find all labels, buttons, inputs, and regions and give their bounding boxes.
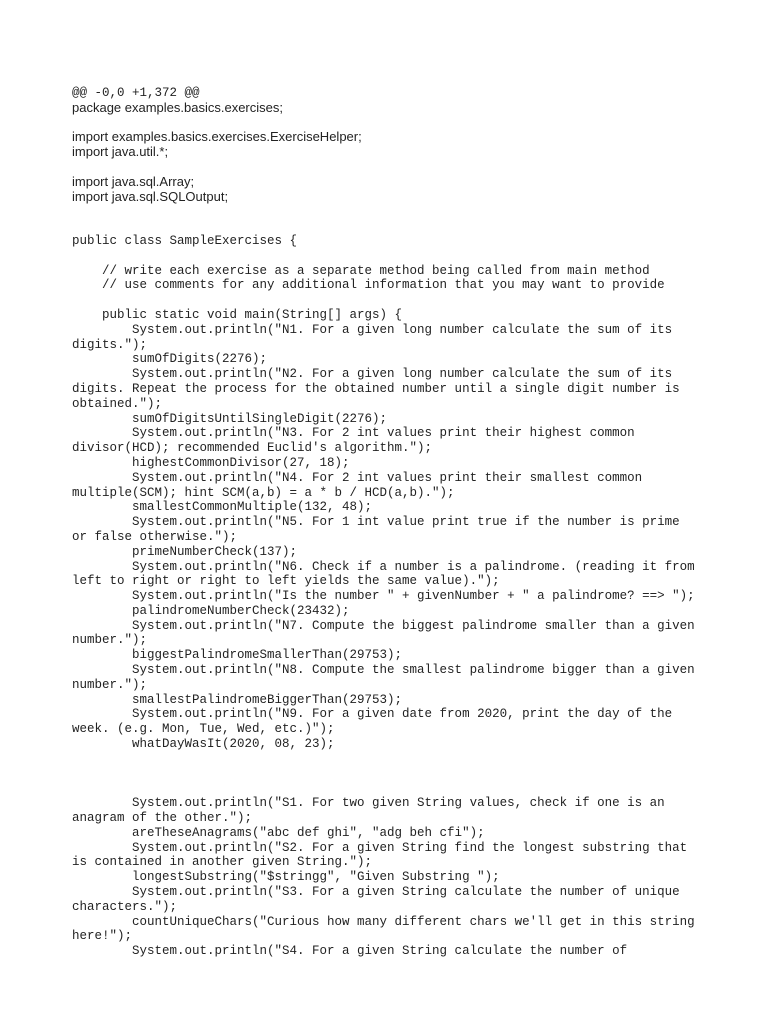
blank-line	[72, 752, 702, 767]
blank-line	[72, 204, 702, 219]
code-line: System.out.println("N1. For a given long number calculate the sum of its	[72, 322, 673, 337]
code-line: sumOfDigits(2276);	[72, 352, 268, 367]
code-line: multiple(SCM); hint SCM(a,b) = a * b / HCD(a,b).");	[72, 485, 455, 500]
code-line: anagram of the other.");	[72, 811, 253, 826]
code-line: obtained.");	[72, 396, 163, 411]
code-line: System.out.println("Is the number " + givenNumber + " a palindrome? ==> ");	[72, 589, 695, 604]
code-line: System.out.println("S1. For two given String values, check if one is an	[72, 796, 665, 811]
code-line: areTheseAnagrams("abc def ghi", "adg beh cfi");	[72, 825, 485, 840]
code-line: left to right or right to left yields the same value).");	[72, 574, 500, 589]
code-line: System.out.println("N2. For a given long number calculate the sum of its	[72, 367, 673, 382]
code-line: System.out.println("S3. For a given String calculate the number of unique	[72, 885, 680, 900]
code-line: number.");	[72, 677, 148, 692]
blank-line	[72, 160, 702, 175]
blank-line	[72, 116, 702, 131]
code-line: characters.");	[72, 899, 178, 914]
code-line: // write each exercise as a separate method being called from main method	[72, 263, 650, 278]
blank-line	[72, 293, 702, 308]
blank-line	[72, 781, 702, 796]
code-line: smallestPalindromeBiggerThan(29753);	[72, 692, 403, 707]
code-line: smallestCommonMultiple(132, 48);	[72, 500, 373, 515]
code-line: here!");	[72, 929, 133, 944]
code-line: longestSubstring("$stringg", "Given Substring ");	[72, 870, 500, 885]
code-line: sumOfDigitsUntilSingleDigit(2276);	[72, 411, 388, 426]
code-line: countUniqueChars("Curious how many different chars we'll get in this string	[72, 914, 695, 929]
code-line: import java.util.*;	[72, 144, 169, 160]
code-line: digits.");	[72, 337, 148, 352]
code-line: System.out.println("N7. Compute the biggest palindrome smaller than a given	[72, 618, 695, 633]
code-line: week. (e.g. Mon, Tue, Wed, etc.)");	[72, 722, 335, 737]
code-line: public static void main(String[] args) {	[72, 307, 403, 322]
code-line: @@ -0,0 +1,372 @@	[72, 86, 200, 100]
code-line: System.out.println("N8. Compute the smallest palindrome bigger than a given	[72, 663, 695, 678]
code-line: import java.sql.SQLOutput;	[72, 188, 229, 204]
code-line: System.out.println("S2. For a given String find the longest substring that	[72, 840, 688, 855]
code-line: or false otherwise.");	[72, 529, 238, 544]
code-line: import java.sql.Array;	[72, 173, 195, 189]
code-line: System.out.println("S4. For a given String calculate the number of	[72, 944, 628, 959]
blank-line	[72, 249, 702, 264]
blank-line	[72, 767, 702, 782]
code-line: primeNumberCheck(137);	[72, 544, 298, 559]
code-line: palindromeNumberCheck(23432);	[72, 603, 350, 618]
blank-line	[72, 219, 702, 234]
code-line: System.out.println("N5. For 1 int value print true if the number is prime	[72, 515, 680, 530]
code-line: number.");	[72, 633, 148, 648]
code-line: digits. Repeat the process for the obtained number until a single digit number is	[72, 381, 680, 396]
code-line: whatDayWasIt(2020, 08, 23);	[72, 737, 335, 752]
code-line: import examples.basics.exercises.ExerciseHelper;	[72, 129, 362, 145]
code-line: System.out.println("N3. For 2 int values print their highest common	[72, 426, 635, 441]
code-line: is contained in another given String.");	[72, 855, 373, 870]
code-line: System.out.println("N9. For a given date from 2020, print the day of the	[72, 707, 673, 722]
code-line: package examples.basics.exercises;	[72, 99, 283, 115]
code-line: // use comments for any additional information that you may want to provide	[72, 278, 665, 293]
code-document	[72, 86, 702, 959]
code-line: System.out.println("N6. Check if a number is a palindrome. (reading it from	[72, 559, 695, 574]
code-line: divisor(HCD); recommended Euclid's algorithm.");	[72, 441, 433, 456]
code-line: public class SampleExercises {	[72, 233, 298, 248]
code-line: biggestPalindromeSmallerThan(29753);	[72, 648, 403, 663]
code-line: System.out.println("N4. For 2 int values print their smallest common	[72, 470, 643, 485]
code-line: highestCommonDivisor(27, 18);	[72, 455, 350, 470]
